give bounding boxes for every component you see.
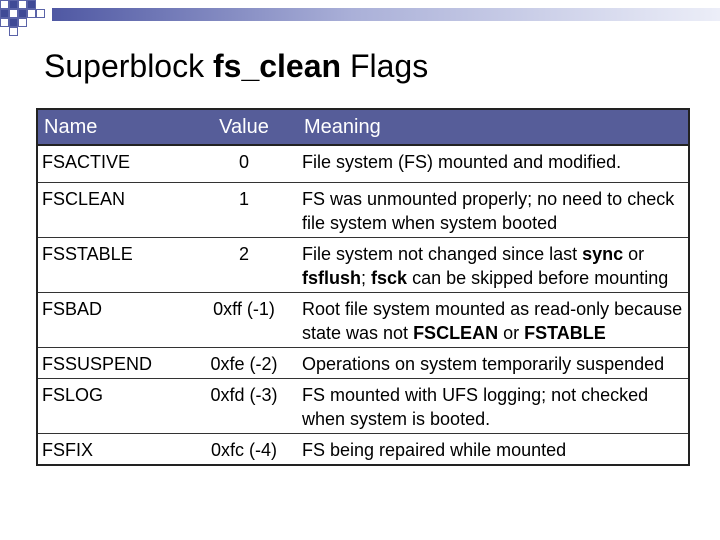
table-row	[37, 238, 689, 293]
table-row	[37, 183, 689, 238]
table-row	[37, 293, 689, 348]
flag-meaning	[298, 434, 689, 466]
flag-value: 0xfc (-4)	[190, 434, 298, 466]
flag-meaning	[298, 183, 689, 238]
deco-square	[0, 0, 9, 9]
deco-square	[0, 9, 9, 18]
table-row	[37, 145, 689, 183]
meaning-text: can be skipped before mounting	[407, 268, 669, 288]
flag-name: FSLOG	[37, 379, 190, 434]
flag-meaning	[298, 348, 689, 379]
flag-meaning	[298, 145, 689, 183]
deco-square	[36, 9, 45, 18]
deco-square	[27, 9, 36, 18]
meaning-text: FS being repaired while mounted	[302, 440, 567, 460]
column-header-value: Value	[190, 109, 298, 145]
flag-value: 2	[190, 238, 298, 293]
flag-value: 1	[190, 183, 298, 238]
flag-meaning	[298, 379, 689, 434]
meaning-keyword: fsck	[371, 268, 408, 288]
deco-square	[9, 27, 18, 36]
title-keyword: fs_clean	[212, 48, 342, 84]
flag-value: 0xfe (-2)	[190, 348, 298, 379]
decorative-header	[0, 0, 720, 36]
table-body	[37, 145, 689, 465]
meaning-text: File system (FS) mounted and modified.	[302, 152, 622, 172]
meaning-text: Root file system mounted as read-only because state was not	[302, 299, 683, 343]
meaning-text: or	[498, 323, 525, 343]
meaning-text: FS was unmounted properly; no need to check file system when system booted	[302, 189, 675, 233]
meaning-text: ;	[361, 268, 372, 288]
meaning-keyword: sync	[582, 244, 624, 264]
flag-value: 0xfd (-3)	[190, 379, 298, 434]
meaning-text: File system not changed since last	[302, 244, 583, 264]
flag-name: FSBAD	[37, 293, 190, 348]
title-suffix: Flags	[341, 48, 429, 84]
meaning-keyword: FSTABLE	[524, 323, 606, 343]
deco-square	[27, 0, 36, 9]
table-row	[37, 434, 689, 466]
title-prefix: Superblock	[44, 48, 213, 84]
flag-value: 0xff (-1)	[190, 293, 298, 348]
deco-square	[9, 0, 18, 9]
flag-name: FSACTIVE	[37, 145, 190, 183]
flag-meaning	[298, 293, 689, 348]
flag-name: FSFIX	[37, 434, 190, 466]
deco-square	[18, 0, 27, 9]
meaning-keyword: FSCLEAN	[413, 323, 499, 343]
flag-meaning	[298, 238, 689, 293]
meaning-text: FS mounted with UFS logging; not checked when system is booted.	[302, 385, 649, 429]
table-row	[37, 348, 689, 379]
flag-name: FSCLEAN	[37, 183, 190, 238]
slide-title	[44, 48, 428, 85]
flag-value: 0	[190, 145, 298, 183]
meaning-text: Operations on system temporarily suspended	[302, 354, 665, 374]
column-header-meaning: Meaning	[298, 109, 689, 145]
deco-square	[18, 18, 27, 27]
flags-table	[36, 108, 690, 466]
column-header-name: Name	[37, 109, 190, 145]
header-row	[37, 109, 689, 145]
deco-square	[18, 9, 27, 18]
deco-square	[9, 9, 18, 18]
meaning-text: or	[623, 244, 645, 264]
deco-square	[9, 18, 18, 27]
deco-square	[0, 18, 9, 27]
table-row	[37, 379, 689, 434]
flag-name: FSSTABLE	[37, 238, 190, 293]
deco-gradient-band	[52, 8, 720, 21]
meaning-keyword: fsflush	[302, 268, 362, 288]
flag-name: FSSUSPEND	[37, 348, 190, 379]
